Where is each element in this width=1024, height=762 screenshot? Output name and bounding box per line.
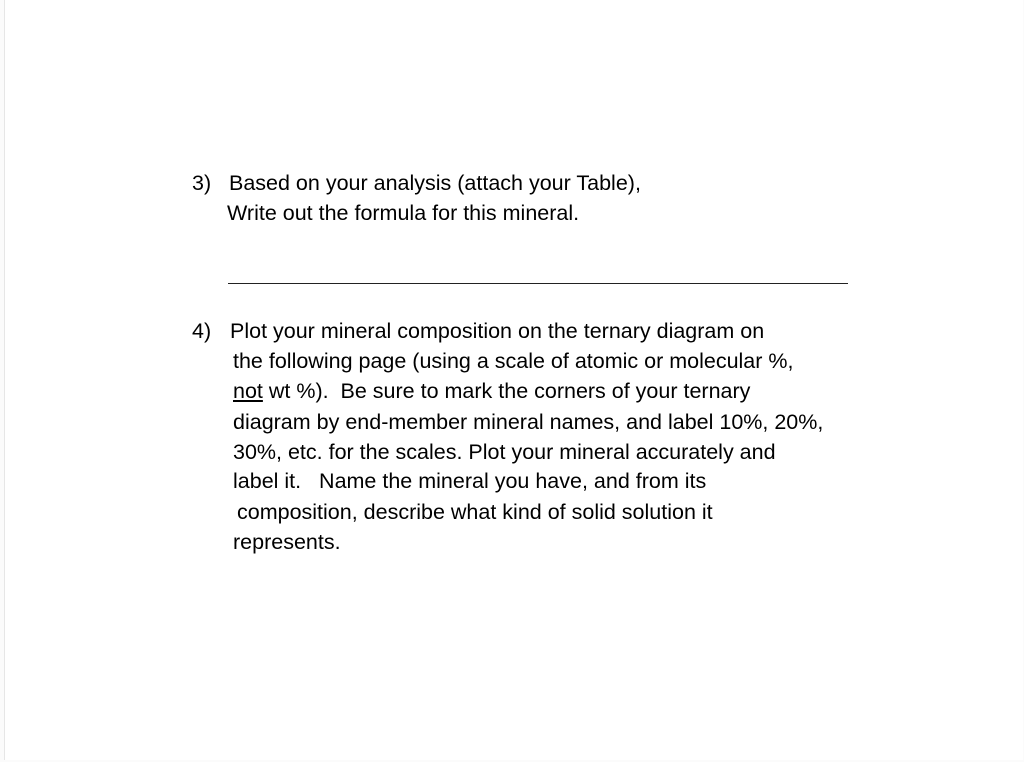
question-4-line-3-rest: wt %). Be sure to mark the corners of your ternary — [262, 379, 751, 403]
emphasis-not: not — [233, 379, 263, 403]
question-4-line-1: Plot your mineral composition on the ternary diagram on — [230, 319, 765, 343]
question-3-line-2: Write out the formula for this mineral. — [227, 201, 580, 225]
question-4-line-3 — [233, 376, 750, 406]
question-3-number: 3) — [192, 171, 212, 195]
document-page — [4, 0, 1023, 760]
question-4-line-8: represents. — [233, 530, 341, 554]
formula-answer-line[interactable] — [228, 283, 848, 284]
question-4-line-4: diagram by end-member mineral names, and label 10%, 20%, — [233, 410, 824, 434]
question-4-line-5: 30%, etc. for the scales. Plot your mineral accurately and — [233, 440, 776, 464]
question-4-number: 4) — [192, 319, 212, 343]
question-4-line-6: label it. Name the mineral you have, and from its — [233, 469, 707, 493]
question-4-line-7: composition, describe what kind of solid solution it — [237, 500, 713, 524]
question-3-line-1: Based on your analysis (attach your Table), — [229, 171, 641, 195]
question-4-line-2: the following page (using a scale of atomic or molecular %, — [233, 349, 794, 373]
